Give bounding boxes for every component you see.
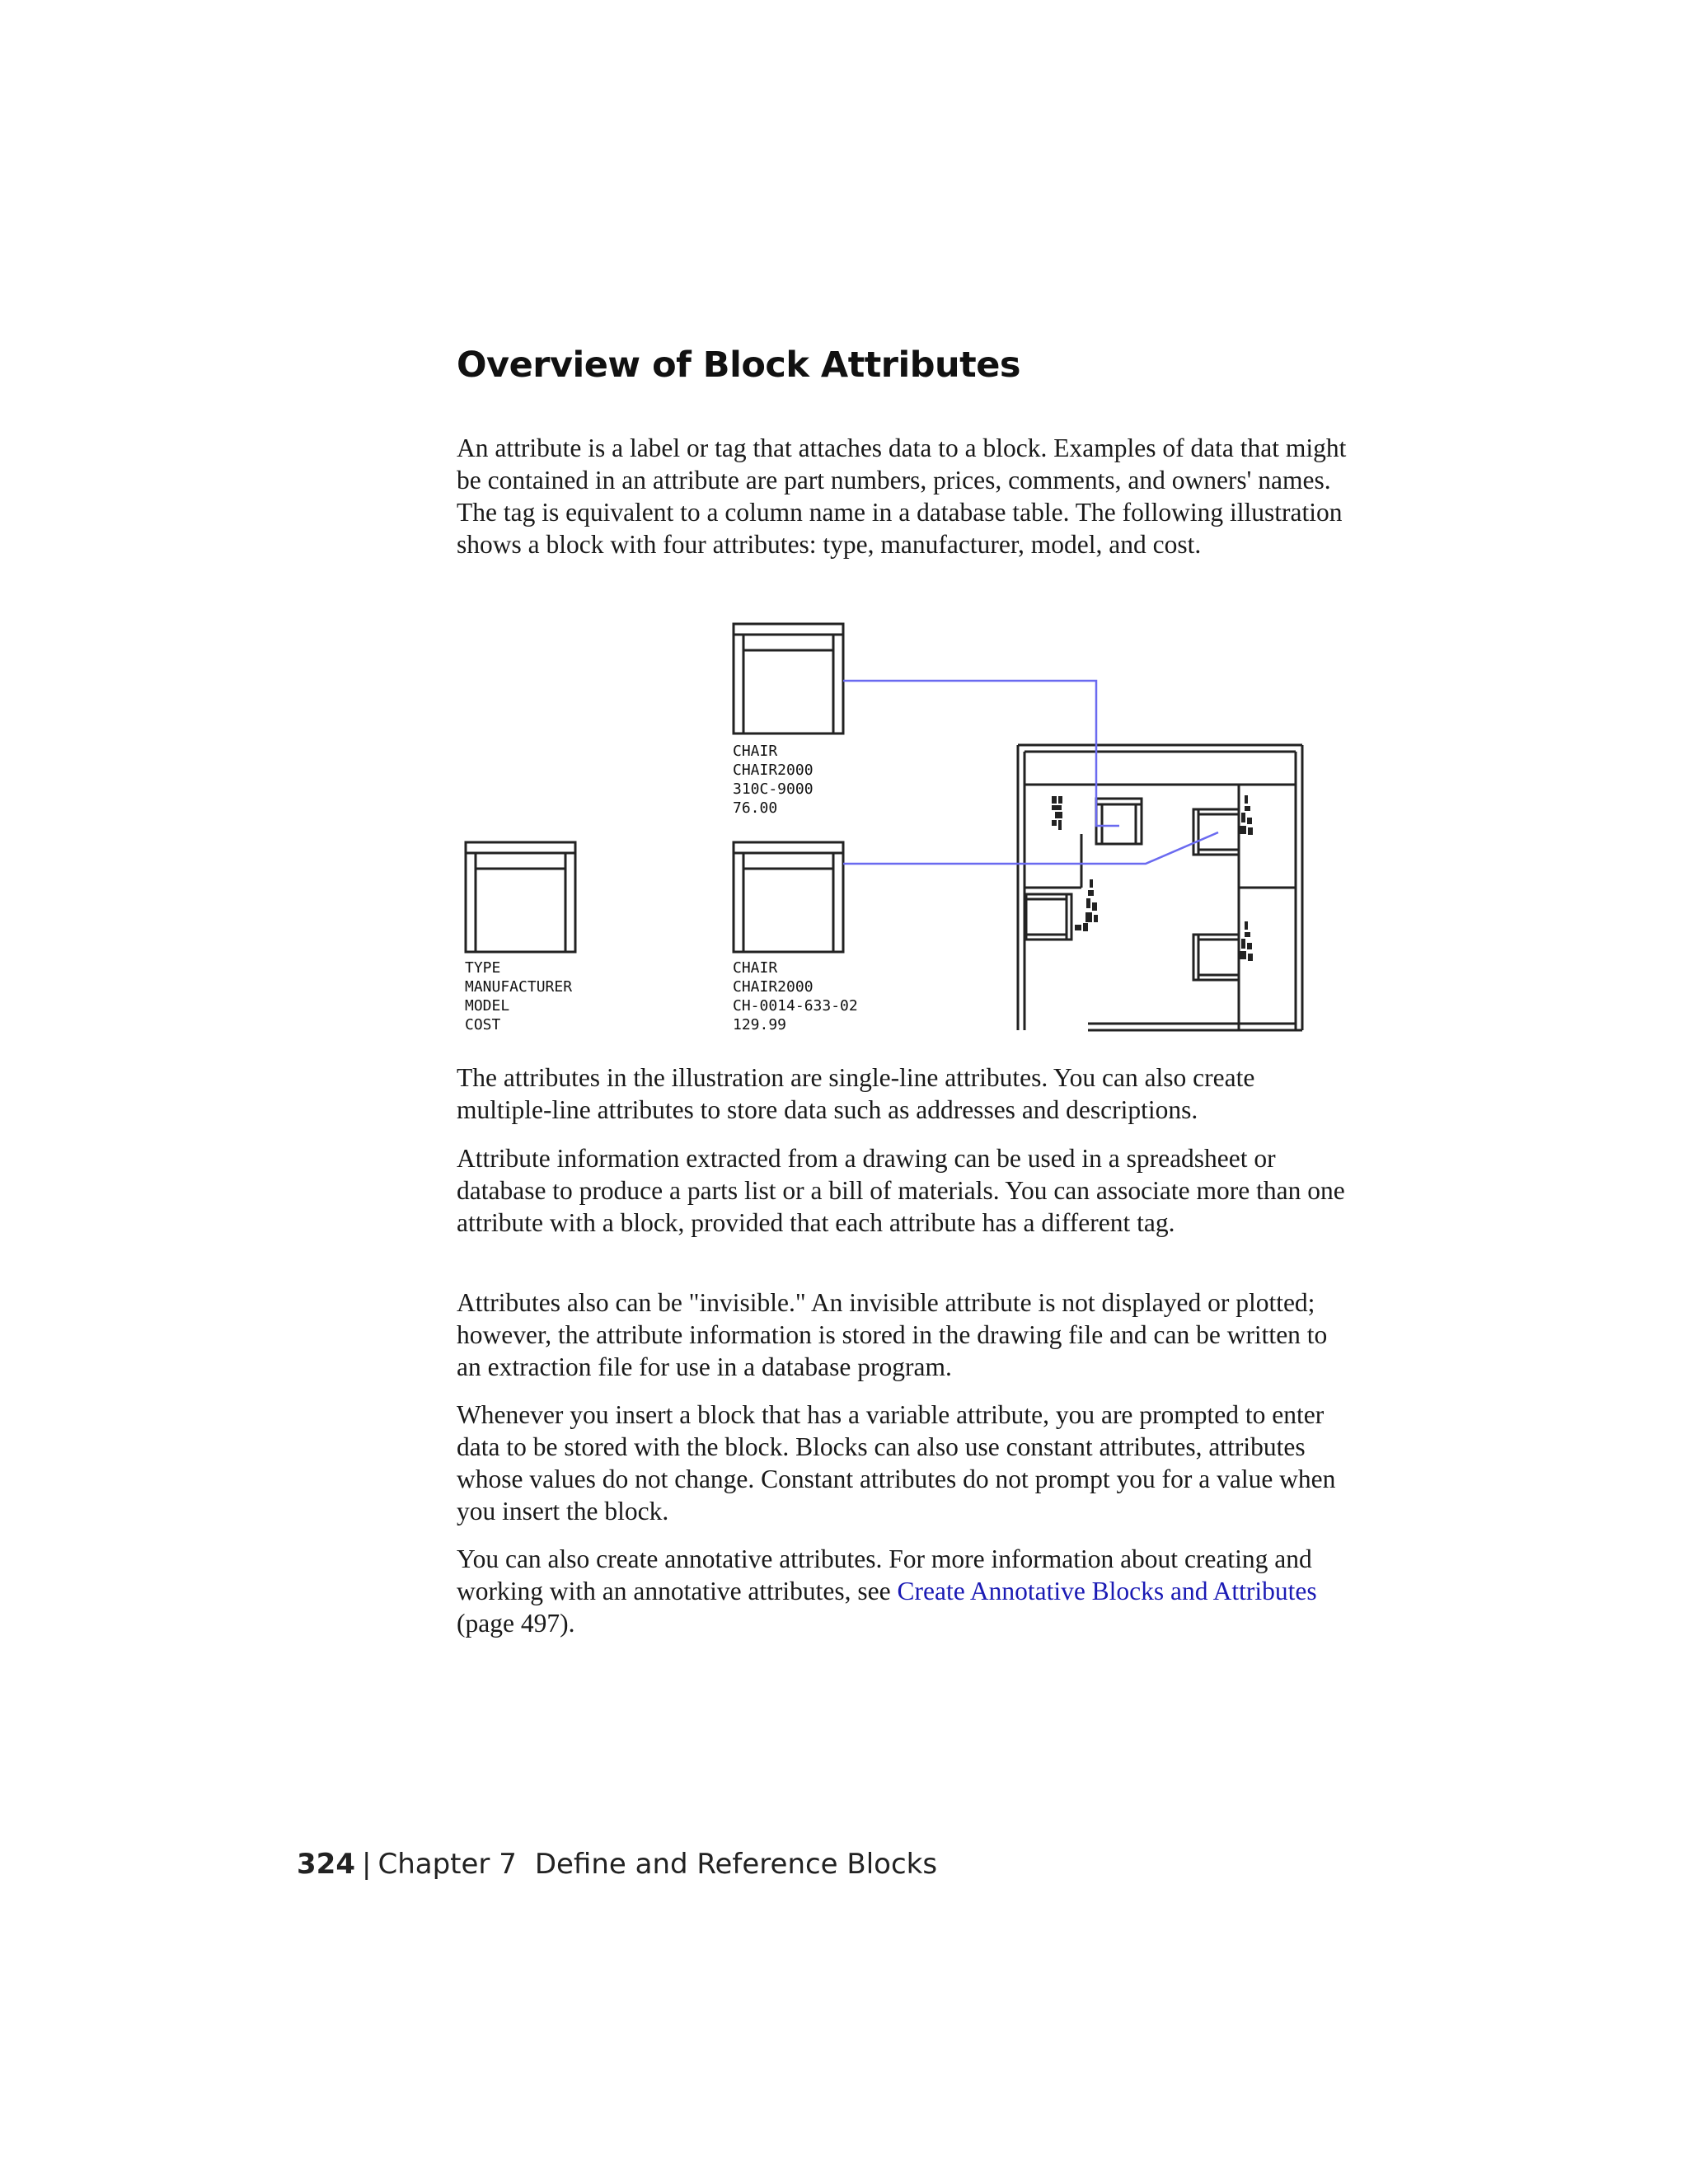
chapter-label: Chapter 7 (377, 1848, 517, 1881)
office-floor-plan (1018, 745, 1302, 1030)
annotative-blocks-link[interactable]: Create Annotative Blocks and Attributes (897, 1577, 1317, 1605)
page-title: Overview of Block Attributes (457, 344, 1020, 386)
chair-bottom-label-cost: 129.99 (733, 1016, 787, 1033)
single-line-paragraph: The attributes in the illustration are single-line attributes. You can also create multiple-line attributes to store data such as addresses and descriptions. (457, 1063, 1255, 1124)
leader-lines (843, 681, 1218, 864)
chair-block-bottom (733, 842, 858, 1033)
chair-bottom-label-type: CHAIR (733, 959, 778, 977)
footer-separator: | (361, 1848, 372, 1881)
tag-label-manufacturer: MANUFACTURER (465, 978, 573, 996)
annotative-text-after: (page 497). (457, 1609, 575, 1638)
page-footer (297, 1848, 937, 1881)
chair-top-label-model: 310C-9000 (733, 780, 814, 798)
chair-block-top (733, 624, 843, 817)
page-number: 324 (297, 1848, 355, 1881)
intro-paragraph: An attribute is a label or tag that attaches data to a block. Examples of data that might be contained in an attribute are part numbers, prices, comments, and owners' names. The tag is equivalent to a column name in a database table. The following illustration shows a block with four attributes: type, manufacturer, model, and cost. (457, 434, 1347, 559)
chair-bottom-label-manufacturer: CHAIR2000 (733, 978, 814, 996)
block-attributes-illustration (462, 620, 1306, 1033)
invisible-paragraph: Attributes also can be "invisible." An invisible attribute is not displayed or plotted; however, the attribute information is stored in the drawing file and can be written to an extraction file for use in a database program. (457, 1288, 1328, 1381)
annotative-paragraph (457, 1543, 1347, 1639)
tag-label-cost: COST (465, 1016, 501, 1033)
chair-symbol (466, 842, 575, 952)
extraction-paragraph: Attribute information extracted from a drawing can be used in a spreadsheet or database to produce a parts list or a bill of materials. You can associate more than one attribute with a block, provided that each attribute has a different tag. (457, 1144, 1345, 1237)
chair-top-label-manufacturer: CHAIR2000 (733, 762, 814, 779)
chair-symbol (734, 842, 843, 952)
variable-attribute-paragraph: Whenever you insert a block that has a variable attribute, you are prompted to enter data to be stored with the block. Blocks can also use constant attributes, attributes whose values do not change. Constant attributes do not prompt you for a value when you insert the block. (457, 1400, 1336, 1526)
chair-symbol (734, 624, 843, 733)
chair-bottom-label-model: CH-0014-633-02 (733, 997, 858, 1015)
tag-label-model: MODEL (465, 997, 510, 1015)
annotative-text-before: You can also create annotative attributes. For more information about creating and working with an annotative attributes, see (457, 1544, 1312, 1605)
attribute-tag-block (465, 842, 575, 1033)
chair-top-label-type: CHAIR (733, 743, 778, 760)
chair-top-label-cost: 76.00 (733, 799, 778, 817)
tag-label-type: TYPE (465, 959, 501, 977)
chapter-title: Define and Reference Blocks (534, 1848, 938, 1881)
